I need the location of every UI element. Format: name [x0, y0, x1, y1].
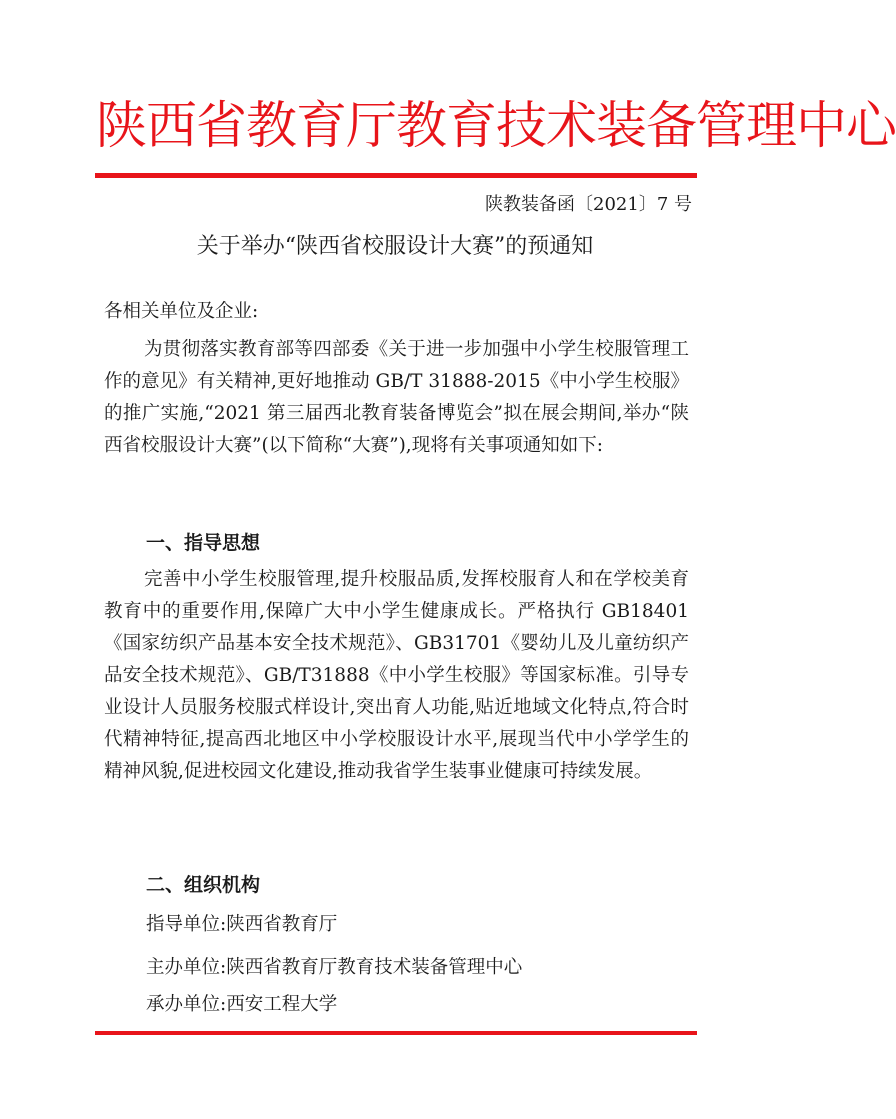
- guiding-ideology-paragraph: 完善中小学生校服管理,提升校服品质,发挥校服育人和在学校美育教育中的重要作用,保障广大中小学生健康成长。严格执行 GB18401《国家纺织产品基本安全技术规范》、GB31701《婴幼儿及儿童纺织产品安全技术规范》、GB/T31888《中小学生校服》等国家标准。引导专业设计人员服务校服式样设计,突出育人功能,贴近地域文化特点,符合时代精神特征,提高西北地区中小学校服设计水平,展现当代中小学学生的精神风貌,促进校园文化建设,推动我省学生装事业健康可持续发展。: [104, 569, 689, 782]
- organizer-unit-line: 承办单位:西安工程大学: [146, 994, 338, 1015]
- intro-paragraph: 为贯彻落实教育部等四部委《关于进一步加强中小学生校服管理工作的意见》有关精神,更好地推动 GB/T 31888-2015《中小学生校服》的推广实施,“2021 第三届西北教育装备博览会”拟在展会期间,举办“陕西省校服设计大赛”(以下简称“大赛”),现将有关事项通知如下:: [104, 339, 689, 456]
- section-heading-organization: 二、组织机构: [146, 874, 261, 896]
- organization-letterhead: 陕西省教育厅教育技术装备管理中心: [96, 97, 896, 156]
- host-unit-line: 主办单位:陕西省教育厅教育技术装备管理中心: [146, 957, 523, 978]
- section-heading-guiding-ideology: 一、指导思想: [146, 532, 261, 554]
- document-number: 陕教装备函〔2021〕7 号: [485, 194, 692, 215]
- salutation: 各相关单位及企业:: [104, 301, 259, 322]
- guiding-unit-line: 指导单位:陕西省教育厅: [146, 914, 338, 935]
- document-title: 关于举办“陕西省校服设计大赛”的预通知: [196, 234, 594, 259]
- footer-red-rule: [95, 1031, 697, 1035]
- letterhead-red-rule: [95, 173, 697, 178]
